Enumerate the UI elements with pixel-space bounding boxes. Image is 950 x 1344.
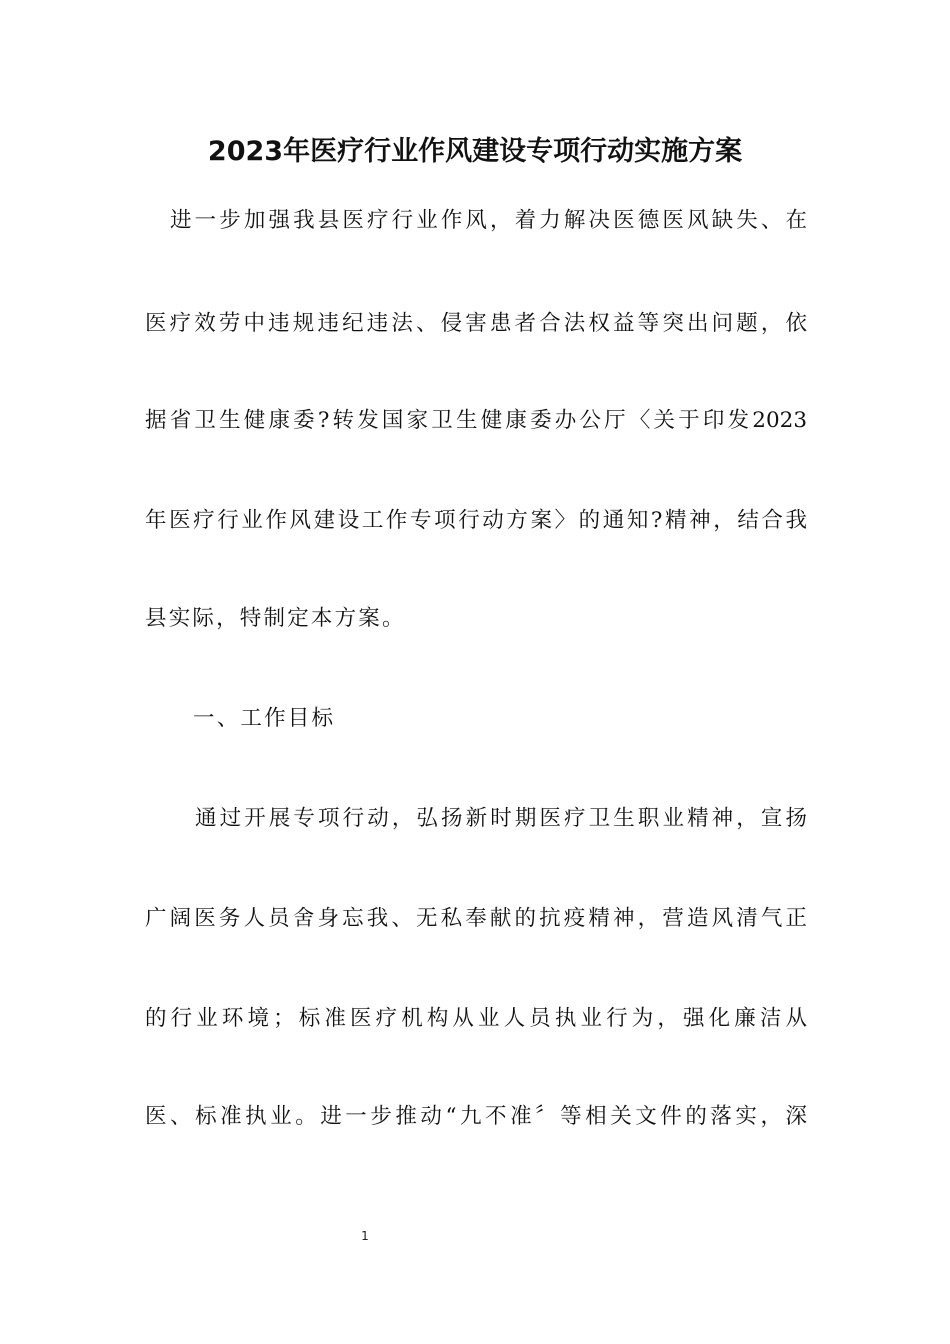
- paragraph-line: 通过开展专项行动，弘扬新时期医疗卫生职业精神，宣扬: [195, 806, 807, 831]
- paragraph-line: 医疗效劳中违规违纪违法、侵害患者合法权益等突出问题，依: [145, 311, 807, 336]
- paragraph-line: 的行业环境；标准医疗机构从业人员执业行为，强化廉洁从: [145, 1006, 807, 1031]
- paragraph-line: 广阔医务人员舍身忘我、无私奉献的抗疫精神，营造风清气正: [145, 906, 807, 931]
- paragraph-line: 年医疗行业作风建设工作专项行动方案〉的通知?精神，结合我: [145, 508, 807, 533]
- section-heading: 一、工作目标: [193, 706, 336, 731]
- document-title: 2023年医疗行业作风建设专项行动实施方案: [207, 136, 743, 167]
- paragraph-line: 医、标准执业。进一步推动“九不准〞等相关文件的落实，深: [145, 1104, 807, 1129]
- paragraph-line: 县实际，特制定本方案。: [145, 606, 406, 631]
- paragraph-line: 据省卫生健康委?转发国家卫生健康委办公厅〈关于印发2023: [145, 408, 807, 433]
- paragraph-line: 进一步加强我县医疗行业作风，着力解决医德医风缺失、在: [170, 208, 807, 233]
- page-number: 1: [361, 1229, 369, 1243]
